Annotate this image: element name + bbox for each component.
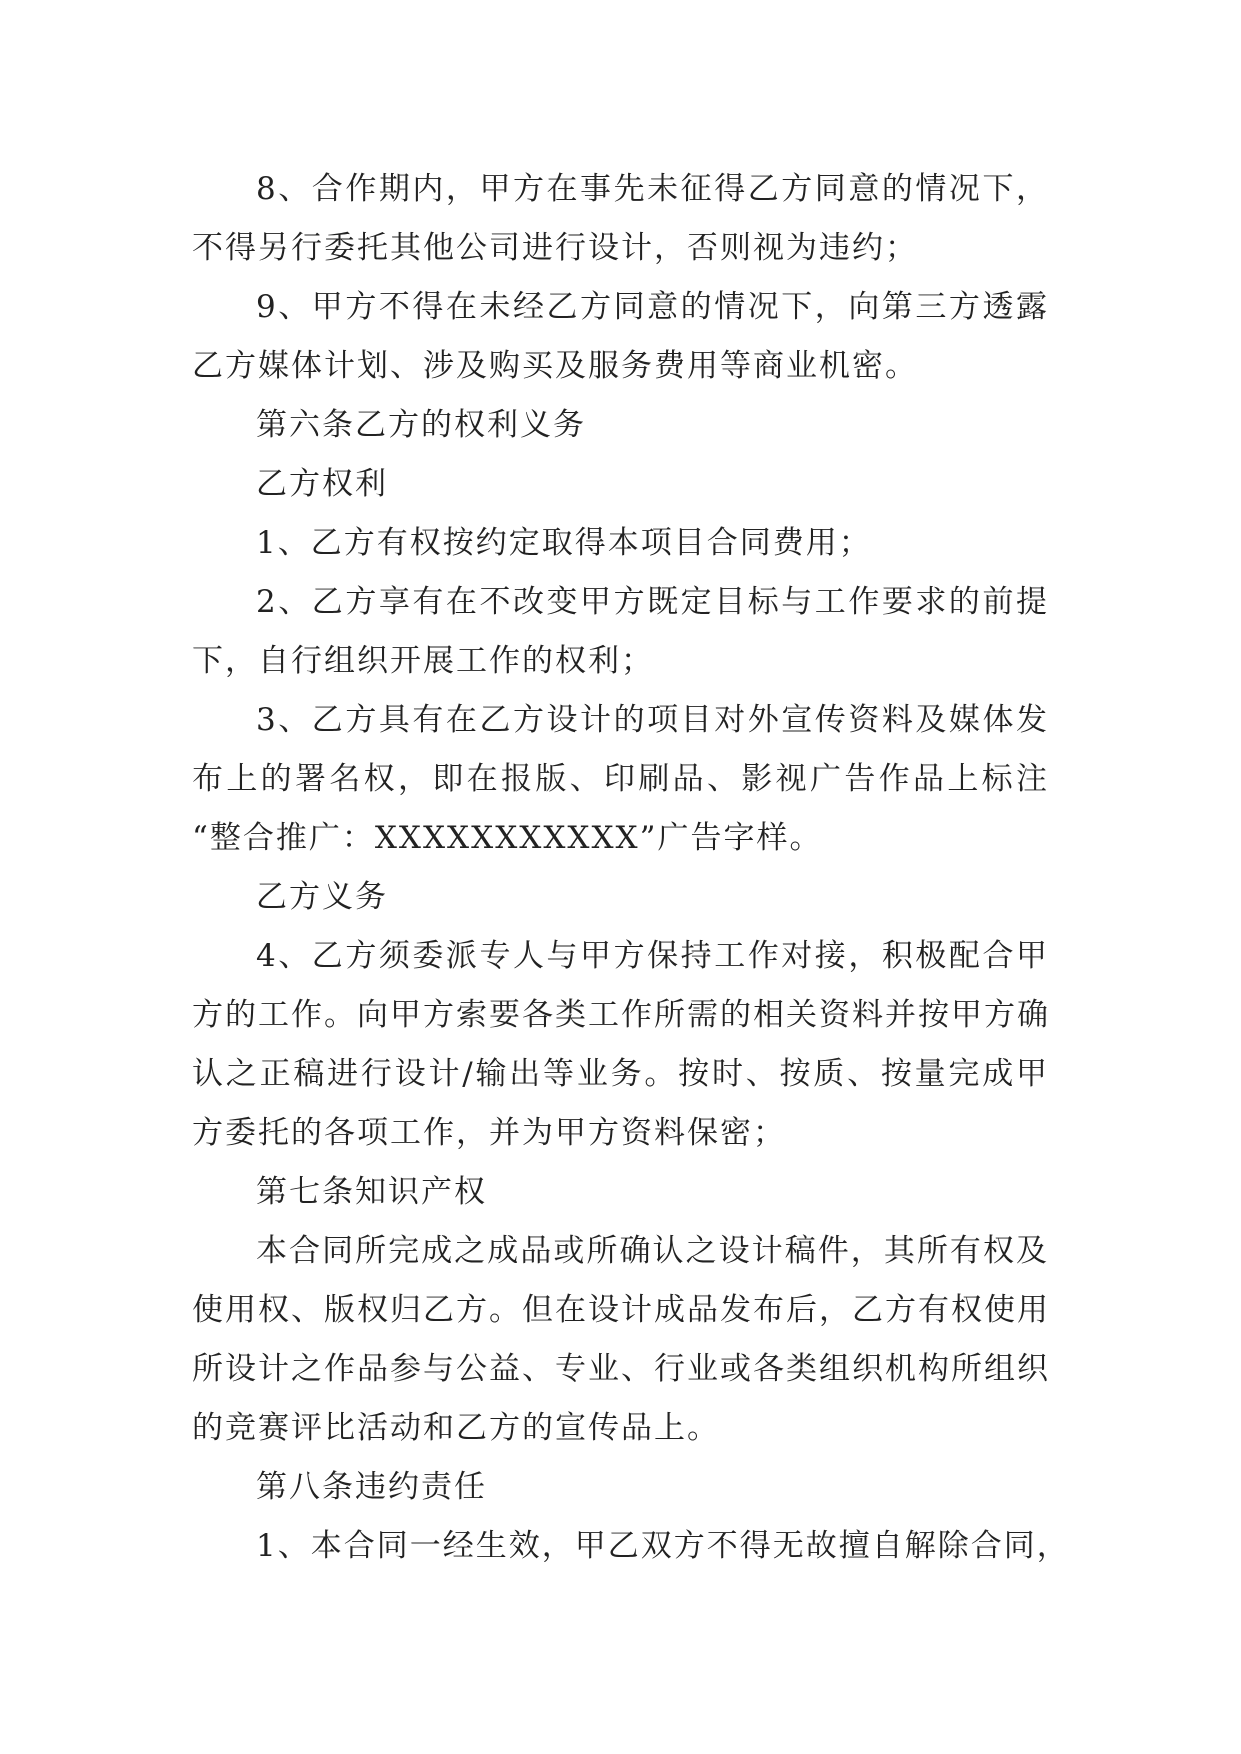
paragraph-right-2 [192, 573, 1049, 691]
section-heading: 第八条违约责任 [256, 1469, 487, 1505]
text-line: 9、甲方不得在未经乙方同意的情况下，向第三方透露 [256, 289, 1049, 325]
text-line: 布上的署名权，即在报版、印刷品、影视广告作品上标注 [192, 761, 1049, 797]
subheading-party-b-obligations [192, 868, 1049, 927]
paragraph-obligation-4 [192, 927, 1049, 1163]
text-line: 乙方媒体计划、涉及购买及服务费用等商业机密。 [192, 348, 918, 384]
text-line: 使用权、版权归乙方。但在设计成品发布后，乙方有权使用 [192, 1292, 1050, 1328]
subheading: 乙方义务 [256, 879, 388, 915]
subheading: 乙方权利 [256, 466, 388, 502]
text-line: 的竞赛评比活动和乙方的宣传品上。 [192, 1410, 720, 1446]
text-line: 2、乙方享有在不改变甲方既定目标与工作要求的前提 [256, 584, 1049, 620]
text-line: 8、合作期内，甲方在事先未征得乙方同意的情况下， [256, 171, 1049, 207]
document-body [192, 160, 1070, 1576]
subheading-party-b-rights [192, 455, 1049, 514]
paragraph-right-3 [192, 691, 1049, 868]
text-line: 3、乙方具有在乙方设计的项目对外宣传资料及媒体发 [256, 702, 1049, 738]
text-line: 认之正稿进行设计/输出等业务。按时、按质、按量完成甲 [192, 1056, 1049, 1092]
text-line: 1、本合同一经生效，甲乙双方不得无故擅自解除合同， [256, 1528, 1070, 1564]
section-heading: 第七条知识产权 [256, 1174, 487, 1210]
section-heading-article-8 [192, 1458, 1049, 1517]
text-line: 1、乙方有权按约定取得本项目合同费用； [256, 525, 872, 561]
text-line: 不得另行委托其他公司进行设计，否则视为违约； [192, 230, 918, 266]
text-line: 本合同所完成之成品或所确认之设计稿件，其所有权及 [256, 1233, 1049, 1269]
paragraph-clause-9 [192, 278, 1049, 396]
text-line: 4、乙方须委派专人与甲方保持工作对接，积极配合甲 [256, 938, 1049, 974]
section-heading-article-7 [192, 1163, 1049, 1222]
paragraph-clause-8 [192, 160, 1049, 278]
text-line: 方的工作。向甲方索要各类工作所需的相关资料并按甲方确 [192, 997, 1050, 1033]
paragraph-ip [192, 1222, 1049, 1458]
text-line: 下，自行组织开展工作的权利； [192, 643, 654, 679]
text-line: “整合推广：XXXXXXXXXXX”广告字样。 [192, 820, 823, 856]
paragraph-breach-1 [192, 1517, 1070, 1576]
paragraph-right-1 [192, 514, 1049, 573]
text-line: 方委托的各项工作，并为甲方资料保密； [192, 1115, 786, 1151]
section-heading: 第六条乙方的权利义务 [256, 407, 586, 443]
text-line: 所设计之作品参与公益、专业、行业或各类组织机构所组织 [192, 1351, 1050, 1387]
section-heading-article-6 [192, 396, 1049, 455]
